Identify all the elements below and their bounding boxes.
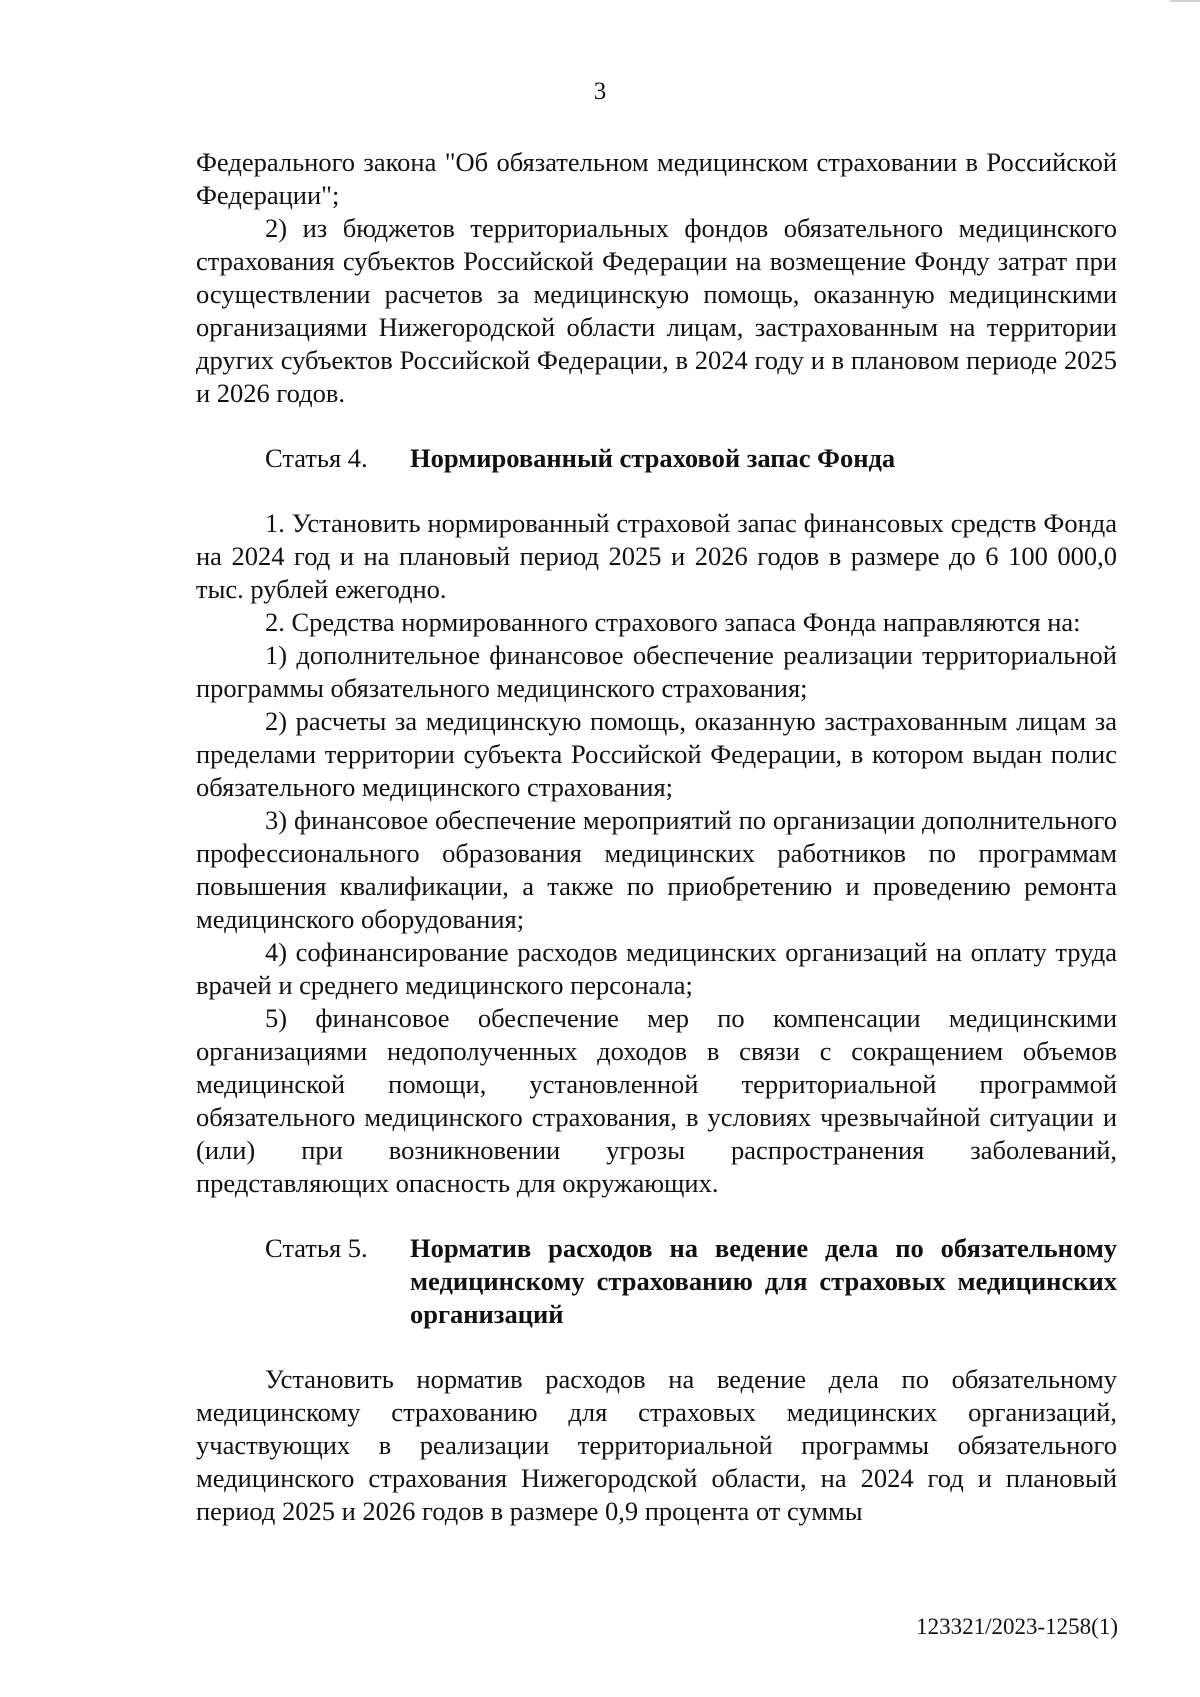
article-4-list-item: 1) дополнительное финансовое обеспечение реализации территориальной программы обязательного медицинского страхования; <box>196 640 1117 703</box>
article-5-number: Статья 5. <box>265 1233 368 1263</box>
paragraph-item-2: 2) из бюджетов территориальных фондов обязательного медицинского страхования субъектов Российской Федерации на возмещение Фонду затрат при осуществлении расчетов за медицинскую помощь, оказанную медицинскими организациями Нижегородской области лицам, застрахованным на территории других субъектов Российской Федерации, в 2024 году и в плановом периоде 2025 и 2026 годов. <box>196 213 1117 408</box>
article-4-list-item: 5) финансовое обеспечение мер по компенсации медицинскими организациями недополученных доходов в связи с сокращением объемов медицинской помощи, установленной территориальной программой обязательного медицинского страхования, в условиях чрезвычайной ситуации и (или) при возникновении угрозы распространения заболеваний, представляющих опасность для окружающих. <box>196 1003 1117 1198</box>
registration-number: 123321/2023-1258(1) <box>916 1614 1118 1639</box>
document-body <box>196 146 1117 1528</box>
article-4-list-item: 3) финансовое обеспечение мероприятий по организации дополнительного профессионального образования медицинских работников по программам повышения квалификации, а также по приобретению и проведению ремонта медицинского оборудования; <box>196 805 1117 934</box>
article-4-title: Нормированный страховой запас Фонда <box>410 443 896 473</box>
article-4-number: Статья 4. <box>265 443 368 473</box>
paragraph-continuation: Федерального закона "Об обязательном медицинском страховании в Российской Федерации"; <box>196 147 1117 210</box>
article-4-paragraph: 1. Установить нормированный страховой запас финансовых средств Фонда на 2024 год и на плановый период 2025 и 2026 годов в размере до 6 100 000,0 тыс. рублей ежегодно. <box>196 508 1117 604</box>
article-4-list-item: 4) софинансирование расходов медицинских организаций на оплату труда врачей и среднего медицинского персонала; <box>196 937 1117 1000</box>
article-4-heading <box>196 442 1117 475</box>
article-5-title: Норматив расходов на ведение дела по обязательному медицинскому страхованию для страховых медицинских организаций <box>410 1233 1117 1329</box>
article-4-list-item: 2) расчеты за медицинскую помощь, оказанную застрахованным лицам за пределами территории субъекта Российской Федерации, в котором выдан полис обязательного медицинского страхования; <box>196 706 1117 802</box>
article-5-heading <box>196 1232 1117 1331</box>
page-number: 3 <box>593 78 607 105</box>
article-4-paragraph: 2. Средства нормированного страхового запаса Фонда направляются на: <box>265 607 1081 637</box>
article-5-paragraph: Установить норматив расходов на ведение дела по обязательному медицинскому страхованию для страховых медицинских организаций, участвующих в реализации территориальной программы обязательного медицинского страхования Нижегородской области, на 2024 год и плановый период 2025 и 2026 годов в размере 0,9 процента от суммы <box>196 1364 1117 1526</box>
scan-edge-mark <box>1170 0 1200 8</box>
